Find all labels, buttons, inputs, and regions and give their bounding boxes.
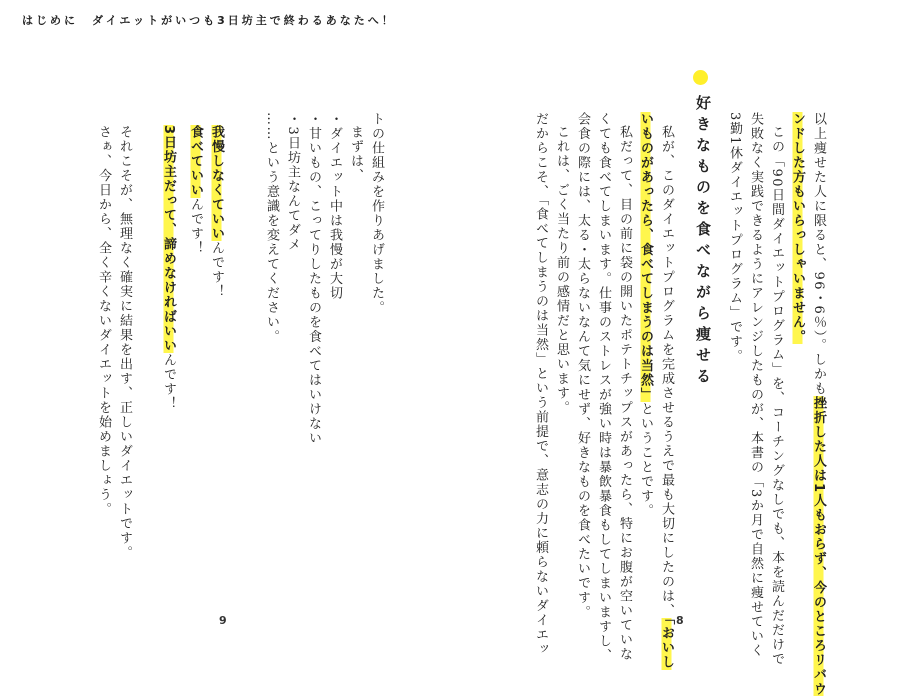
text-column: まずは、 <box>348 125 363 183</box>
text-column: さぁ、今日から、全く辛くないダイエットを始めましょう。 <box>96 125 111 517</box>
text-column: くても食べてしまいます。仕事のストレスが強い時は暴飲暴食もしてしまいますし、 <box>596 112 611 663</box>
text-segment: んです！ <box>161 353 176 412</box>
running-head: はじめに ダイエットがいつも3日坊主で終わるあなたへ！ <box>22 14 396 27</box>
text-column: ・3日坊主なんてダメ <box>285 112 300 253</box>
text-column <box>791 112 804 344</box>
text-column: だからこそ、「食べてしまうのは当然」という前提で、意志の力に頼らないダイエッ <box>533 112 548 657</box>
text-column: 私だって、目の前に袋の開いたポテトチップスがあったら、特にお腹が空いていな <box>617 125 632 662</box>
text-column: ・甘いもの、こってりしたものを食べてはいけない <box>306 112 321 446</box>
text-column <box>189 125 202 256</box>
text-segment: んです！ <box>188 197 203 256</box>
highlighted-text: 挫折した人は1人もおらず、今のところリバウ <box>811 395 826 696</box>
highlighted-text: 食べていい <box>188 125 203 198</box>
text-column <box>210 125 223 299</box>
heading-bullet-icon <box>693 70 708 85</box>
text-segment: 私が、このダイエットプログラムを完成させるうえで最も大切にしたのは、 <box>659 125 674 618</box>
text-column: これは、ごく当たり前の感情だと思います。 <box>554 125 569 415</box>
text-column: 失敗なく実践できるようにアレンジしたものが、本書の「3か月で自然に痩せていく <box>748 112 763 659</box>
text-column: それこそが、無理なく確実に結果を出す、正しいダイエットです。 <box>117 125 132 560</box>
text-segment: 以上痩せた人に限ると、96・6％）。しかも <box>811 112 826 396</box>
section-heading: 好きなものを食べながら痩せる <box>694 95 712 389</box>
page-number-right: 8 <box>676 614 684 627</box>
text-column <box>812 112 825 696</box>
text-column: トの仕組みを作りあげました。 <box>369 112 384 315</box>
highlighted-text: 3日坊主だって、諦めなければいい <box>161 125 176 354</box>
text-segment: んです！ <box>209 241 224 299</box>
text-column <box>162 125 175 411</box>
text-column: ……という意識を変えてください。 <box>264 112 279 344</box>
highlighted-text: いものがあったら、食べてしまうのは当然」 <box>638 112 653 402</box>
highlighted-text: 「おいし <box>659 618 674 670</box>
highlighted-text: 我慢しなくていい <box>209 125 224 241</box>
text-column: ・ダイエット中は我慢が大切 <box>327 112 342 301</box>
text-column: 3勤1休ダイエットプログラム」です。 <box>727 112 742 364</box>
text-column <box>660 125 673 670</box>
text-column: 会食の際には、太る・太らないなんて気にせず、好きなものを食べたいです。 <box>575 112 590 620</box>
page-number-left: 9 <box>219 614 227 627</box>
text-column: この「90日間ダイエットプログラム」を、コーチングなしでも、本を読んだだけで <box>769 125 784 667</box>
highlighted-text: ンドした方もいらっしゃいません。 <box>790 112 805 344</box>
text-column <box>639 112 652 518</box>
text-segment: ということです。 <box>638 402 653 518</box>
